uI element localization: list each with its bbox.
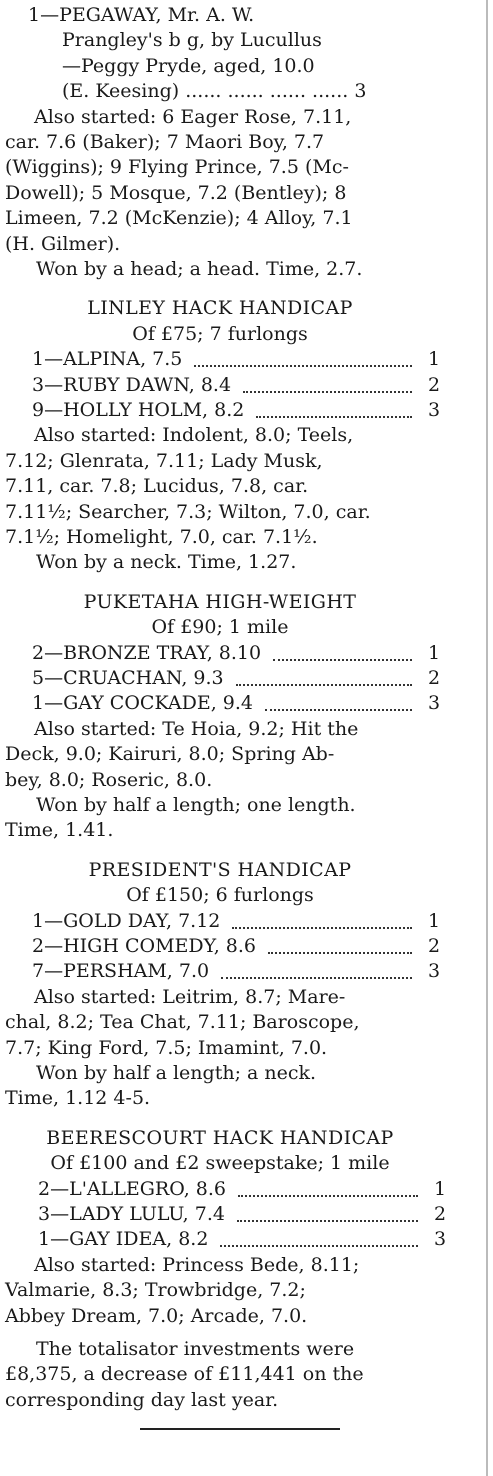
finishing-position: 1: [428, 348, 441, 371]
dot-leader: [256, 416, 412, 418]
also-started-text: 7.11½; Searcher, 7.3; Wilton, 7.0, car.: [5, 500, 371, 523]
placing-row: [32, 933, 442, 959]
also-started-text: 7.7; King Ford, 7.5; Imamint, 7.0.: [5, 1036, 328, 1059]
finishing-position: 1: [434, 1177, 447, 1200]
dot-leader: [221, 977, 412, 979]
dot-leader: [194, 365, 412, 367]
placing-row: [32, 346, 442, 372]
finishing-position: 2: [428, 667, 441, 689]
also-started-text: Abbey Dream, 7.0; Arcade, 7.0.: [5, 1304, 308, 1327]
finishing-position: 2: [434, 1203, 447, 1225]
dot-leader: [237, 1220, 418, 1222]
race-heading: PRESIDENT'S HANDICAP: [88, 858, 352, 881]
race-result: Time, 1.12 4-5.: [5, 1087, 151, 1110]
also-started-text: Valmarie, 8.3; Trowbridge, 7.2;: [5, 1279, 306, 1302]
placing-row: [32, 690, 442, 716]
dot-leader: [268, 952, 412, 954]
finishing-position: 2: [428, 935, 441, 957]
also-started-text: Dowell); 5 Mosque, 7.2 (Bentley); 8: [5, 181, 347, 204]
finishing-position: 2: [428, 373, 441, 396]
placing-row: [32, 908, 442, 934]
winner-details: (E. Keesing) ...... ...... ...... ...... 3: [62, 80, 367, 103]
horse-name: 7—PERSHAM, 7.0: [32, 960, 210, 983]
race-result: Won by a neck. Time, 1.27.: [36, 551, 297, 574]
dot-leader: [220, 1245, 418, 1247]
race-heading: BEERESCOURT HACK HANDICAP: [46, 1126, 394, 1149]
also-started-text: Also started: Indolent, 8.0; Teels,: [34, 424, 354, 447]
horse-name: 1—GAY IDEA, 8.2: [38, 1228, 209, 1251]
horse-name: 1—GAY COCKADE, 9.4: [32, 692, 253, 715]
race-conditions: Of £90; 1 mile: [151, 616, 289, 639]
dot-leader: [265, 709, 412, 711]
dot-leader: [273, 659, 412, 661]
race-conditions: Of £75; 7 furlongs: [132, 322, 308, 345]
totalisator-note: £8,375, a decrease of £11,441 on the: [5, 1363, 364, 1386]
placing-row: [32, 958, 442, 984]
placing-row: [32, 397, 442, 423]
winner-details: —Peggy Pryde, aged, 10.0: [62, 54, 315, 77]
dot-leader: [232, 927, 412, 929]
also-started-text: 7.1½; Homelight, 7.0, car. 7.1½.: [5, 526, 318, 548]
horse-name: 1—GOLD DAY, 7.12: [32, 909, 221, 932]
placing-row: [32, 665, 442, 691]
horse-name: 2—BRONZE TRAY, 8.10: [32, 641, 262, 664]
horse-name: 9—HOLLY HOLM, 8.2: [32, 399, 245, 421]
placing-row: [38, 1176, 448, 1202]
also-started-text: Limeen, 7.2 (McKenzie); 4 Alloy, 7.1: [5, 207, 353, 230]
placing-row: [32, 640, 442, 666]
horse-name: 2—HIGH COMEDY, 8.6: [32, 935, 257, 957]
finishing-position: 1: [428, 641, 441, 664]
race-result: Won by a head; a head. Time, 2.7.: [36, 258, 363, 280]
dot-leader: [236, 684, 412, 686]
finishing-position: 3: [428, 399, 441, 421]
race-conditions: Of £150; 6 furlongs: [126, 884, 314, 907]
horse-name: 3—LADY LULU, 7.4: [38, 1203, 225, 1225]
column-edge-rule: [486, 0, 488, 1476]
horse-name: 2—L'ALLEGRO, 8.6: [38, 1177, 226, 1200]
section-end-rule: [140, 1428, 340, 1430]
totalisator-note: corresponding day last year.: [5, 1388, 279, 1411]
horse-name: 1—ALPINA, 7.5: [32, 348, 183, 371]
also-started-text: car. 7.6 (Baker); 7 Maori Boy, 7.7: [5, 131, 325, 153]
placing-row: [38, 1226, 448, 1252]
race-heading: LINLEY HACK HANDICAP: [87, 297, 353, 320]
also-started-text: chal, 8.2; Tea Chat, 7.11; Baroscope,: [5, 1011, 360, 1034]
also-started-text: Deck, 9.0; Kairuri, 8.0; Spring Ab-: [5, 743, 335, 766]
finishing-position: 3: [428, 692, 441, 715]
race-result: Won by half a length; a neck.: [36, 1062, 317, 1084]
dot-leader: [238, 1195, 418, 1197]
race-conditions: Of £100 and £2 sweepstake; 1 mile: [50, 1152, 390, 1175]
winner-details: Prangley's b g, by Lucullus: [62, 29, 322, 52]
race-result: Time, 1.41.: [5, 819, 114, 842]
also-started-text: Also started: Leitrim, 8.7; Mare-: [34, 985, 346, 1008]
dot-leader: [243, 391, 412, 393]
also-started-text: 7.12; Glenrata, 7.11; Lady Musk,: [5, 449, 323, 472]
race-heading: PUKETAHA HIGH-WEIGHT: [83, 590, 357, 613]
finishing-position: 3: [428, 960, 441, 983]
also-started-text: bey, 8.0; Roseric, 8.0.: [5, 768, 213, 791]
horse-name: 3—RUBY DAWN, 8.4: [32, 373, 232, 396]
horse-name: 5—CRUACHAN, 9.3: [32, 667, 224, 689]
also-started-text: Also started: Princess Bede, 8.11;: [34, 1253, 360, 1276]
also-started-text: 7.11, car. 7.8; Lucidus, 7.8, car.: [5, 475, 309, 498]
finishing-position: 3: [434, 1228, 447, 1251]
placing-row: [38, 1201, 448, 1227]
winner-details: 1—PEGAWAY, Mr. A. W.: [28, 4, 255, 26]
also-started-text: Also started: Te Hoia, 9.2; Hit the: [34, 717, 359, 740]
also-started-text: Also started: 6 Eager Rose, 7.11,: [34, 105, 352, 128]
finishing-position: 1: [428, 909, 441, 932]
also-started-text: (Wiggins); 9 Flying Prince, 7.5 (Mc-: [5, 156, 349, 179]
totalisator-note: The totalisator investments were: [36, 1338, 355, 1360]
placing-row: [32, 372, 442, 398]
also-started-text: (H. Gilmer).: [5, 232, 121, 255]
race-result: Won by half a length; one length.: [36, 794, 356, 816]
